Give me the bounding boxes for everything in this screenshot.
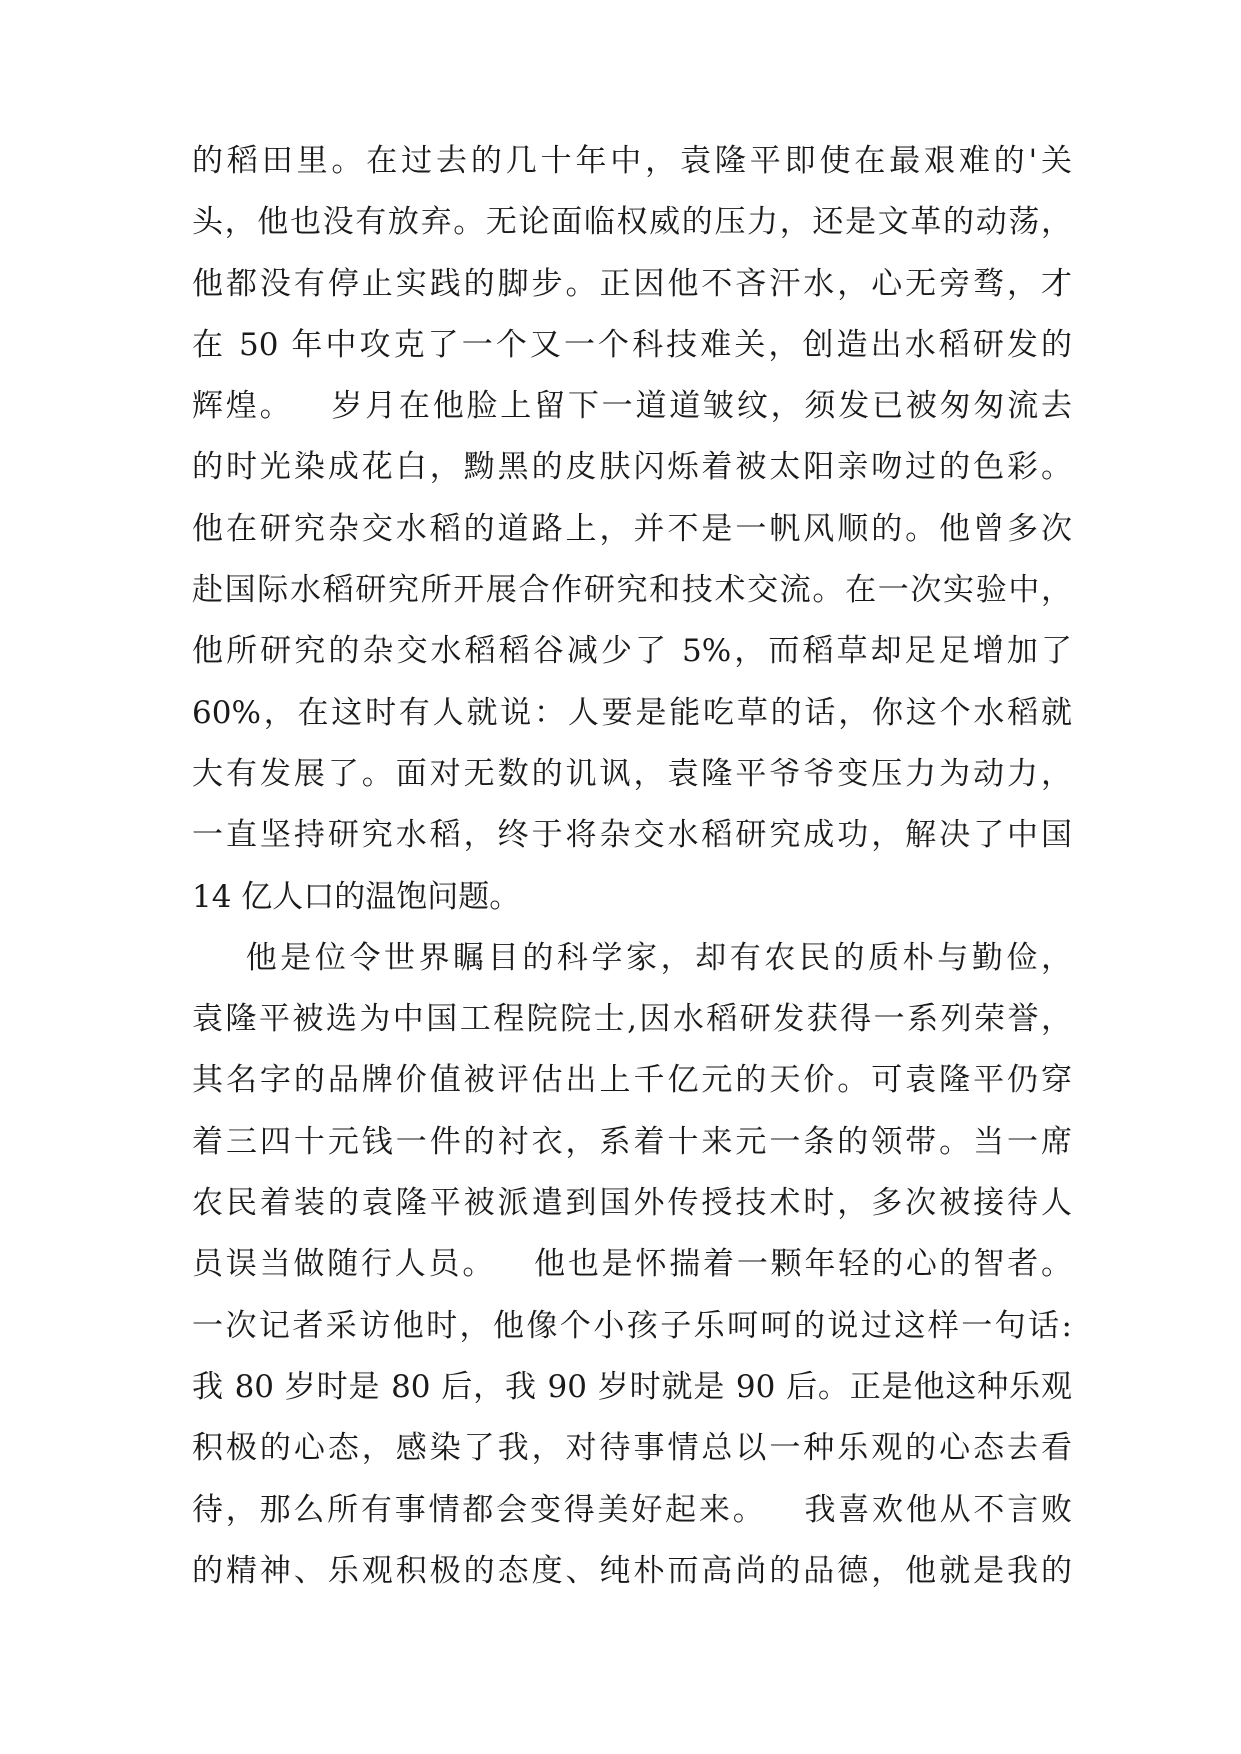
text-line: 他是位令世界瞩目的科学家，却有农民的质朴与勤俭， xyxy=(192,939,1072,976)
text-line: 赴国际水稻研究所开展合作研究和技术交流。在一次实验中， xyxy=(192,572,1072,609)
text-line: 在 50 年中攻克了一个又一个科技难关，创造出水稻研发的 xyxy=(192,326,1072,363)
text-line: 一直坚持研究水稻，终于将杂交水稻研究成功，解决了中国 xyxy=(192,817,1072,854)
text-line: 的稻田里。在过去的几十年中，袁隆平即使在最艰难的'关 xyxy=(192,143,1072,179)
text-line: 着三四十元钱一件的衬衣，系着十来元一条的领带。当一席 xyxy=(192,1123,1072,1160)
text-line: 60%，在这时有人就说：人要是能吃草的话，你这个水稻就 xyxy=(192,694,1072,731)
text-line: 他在研究杂交水稻的道路上，并不是一帆风顺的。他曾多次 xyxy=(192,510,1072,547)
text-line: 袁隆平被选为中国工程院院士,因水稻研发获得一系列荣誉， xyxy=(192,1001,1072,1038)
text-line: 一次记者采访他时，他像个小孩子乐呵呵的说过这样一句话: xyxy=(192,1307,1072,1344)
text-line: 农民着装的袁隆平被派遣到国外传授技术时，多次被接待人 xyxy=(192,1185,1072,1222)
text-line: 积极的心态，感染了我，对待事情总以一种乐观的心态去看 xyxy=(192,1430,1072,1467)
text-line: 他所研究的杂交水稻稻谷减少了 5%，而稻草却足足增加了 xyxy=(192,633,1072,670)
text-line: 辉煌。 岁月在他脸上留下一道道皱纹，须发已被匆匆流去 xyxy=(192,388,1072,425)
text-line: 我 80 岁时是 80 后，我 90 岁时就是 90 后。正是他这种乐观 xyxy=(192,1368,1072,1405)
text-line: 他都没有停止实践的脚步。正因他不吝汗水，心无旁骛，才 xyxy=(192,265,1072,302)
text-line: 的时光染成花白，黝黑的皮肤闪烁着被太阳亲吻过的色彩。 xyxy=(192,449,1072,486)
text-line: 员误当做随行人员。 他也是怀揣着一颗年轻的心的智者。 xyxy=(192,1246,1072,1283)
text-line: 待，那么所有事情都会变得美好起来。 我喜欢他从不言败 xyxy=(192,1491,1072,1528)
text-line: 14 亿人口的温饱问题。 xyxy=(192,878,521,915)
text-line: 大有发展了。面对无数的讥讽，袁隆平爷爷变压力为动力， xyxy=(192,755,1072,792)
body-text xyxy=(192,131,1072,1602)
text-line: 的精神、乐观积极的态度、纯朴而高尚的品德，他就是我的 xyxy=(192,1552,1072,1589)
text-line: 头，他也没有放弃。无论面临权威的压力，还是文革的动荡， xyxy=(192,204,1072,241)
text-line: 其名字的品牌价值被评估出上千亿元的天价。可袁隆平仍穿 xyxy=(192,1062,1072,1099)
